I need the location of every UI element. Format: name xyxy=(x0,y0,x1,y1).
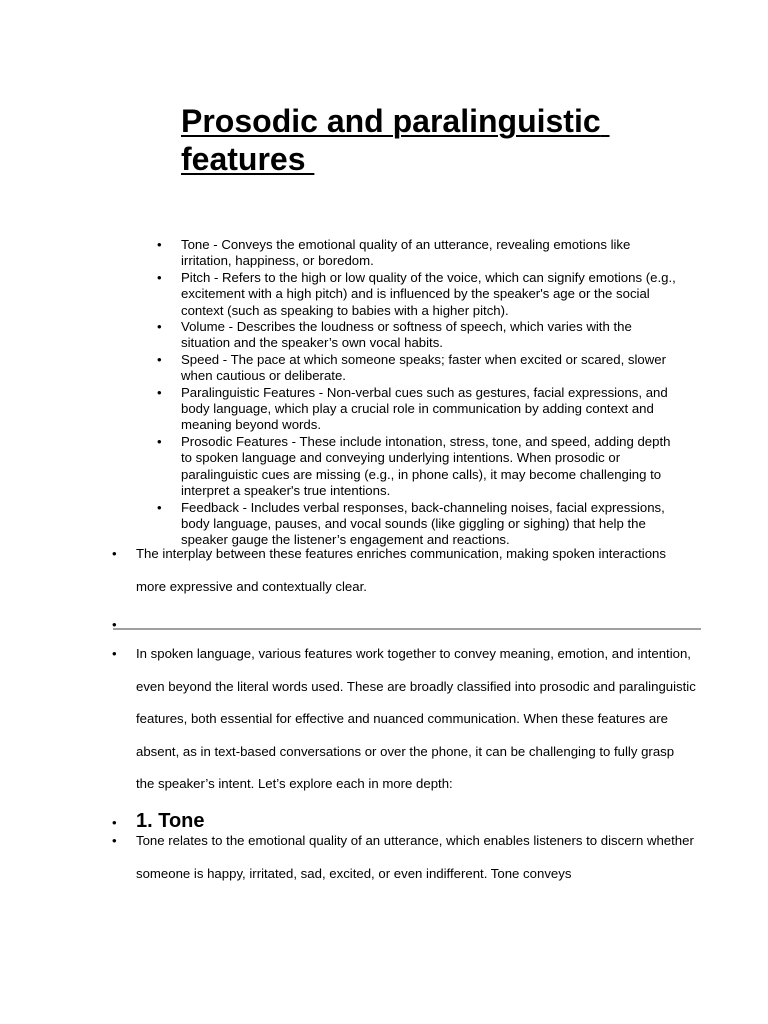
document-title: Prosodic and paralinguistic features xyxy=(181,103,610,177)
horizontal-divider xyxy=(113,628,701,630)
interplay-text: The interplay between these features enriches communication, making spoken interactions more expressive and contextually clear. xyxy=(136,546,666,594)
list-item-tone: • Tone - Conveys the emotional quality of an utterance, revealing emotions like irritation, happiness, or boredom. xyxy=(181,237,681,270)
tone-paragraph xyxy=(112,825,696,890)
tone-text: Tone relates to the emotional quality of an utterance, which enables listeners to discern whether someone is happy, irritated, sad, excited, or even indifferent. Tone conveys xyxy=(136,833,694,881)
list-item-volume: • Volume - Describes the loudness or softness of speech, which varies with the situation and the speaker’s own vocal habits. xyxy=(181,319,681,352)
intro-text: In spoken language, various features work together to convey meaning, emotion, and intention, even beyond the literal words used. These are broadly classified into prosodic and paralinguistic features, both essential for effective and nuanced communication. When these features are absent, as in text-based conversations or over the phone, it can be challenging to fully grasp the speaker’s intent. Let’s explore each in more depth: xyxy=(136,646,696,791)
feature-list xyxy=(181,237,681,549)
bullet-marker: • xyxy=(112,546,117,561)
empty-bullet-marker: • xyxy=(112,617,117,632)
bullet-marker: • xyxy=(112,646,117,661)
intro-paragraph xyxy=(112,638,696,801)
list-item-pitch: • Pitch - Refers to the high or low quality of the voice, which can signify emotions (e.g., excitement with a high pitch) and is influenced by the speaker's age or the social context (such as speaking to babies with a higher pitch). xyxy=(181,270,681,319)
interplay-paragraph xyxy=(112,538,696,603)
list-item-speed: • Speed - The pace at which someone speaks; faster when excited or scared, slower when cautious or deliberate. xyxy=(181,352,681,385)
list-item-feedback: • Feedback - Includes verbal responses, back-channeling noises, facial expressions, body language, pauses, and vocal sounds (like giggling or sighing) that help the speaker gauge the listener’s engagement and reactions. xyxy=(181,500,681,549)
heading-bullet-marker: • xyxy=(112,815,117,830)
section-heading-tone: 1. Tone xyxy=(136,810,205,832)
list-item-prosodic-features: • Prosodic Features - These include intonation, stress, tone, and speed, adding depth to spoken language and conveying underlying intentions. When prosodic or paralinguistic cues are missing (e.g., in phone calls), it may become challenging to interpret a speaker's true intentions. xyxy=(181,434,681,500)
list-item-paralinguistic-features: • Paralinguistic Features - Non-verbal cues such as gestures, facial expressions, and body language, which play a crucial role in communication by adding context and meaning beyond words. xyxy=(181,385,681,434)
bullet-marker: • xyxy=(112,833,117,848)
